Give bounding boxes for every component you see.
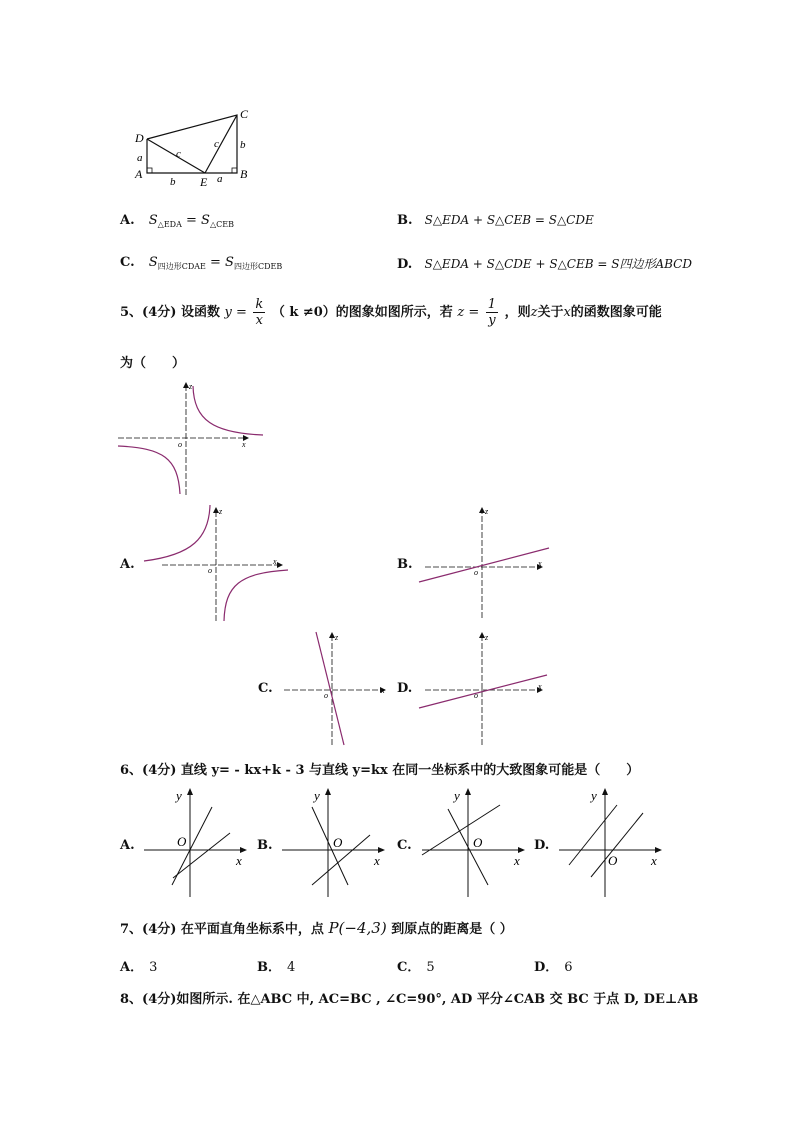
option-value: 6	[564, 960, 573, 975]
q6-option-c-graph[interactable]	[418, 785, 538, 900]
origin-label: o	[178, 440, 182, 449]
label-c-left: c	[176, 148, 181, 160]
q5-option-c-label[interactable]: C.	[258, 681, 273, 696]
stem-text: 的函数图象可能	[570, 305, 662, 320]
q5-option-a-graph[interactable]	[142, 503, 292, 623]
origin-label: o	[208, 566, 212, 575]
axis-z-label: z	[485, 507, 489, 516]
axis-z-label: z	[189, 382, 193, 391]
stem-text: （ k ≠0）的图象如图所示，若	[271, 305, 453, 320]
option-value: 4	[287, 960, 296, 975]
q7-option-a[interactable]	[120, 956, 157, 975]
label-D: D	[135, 131, 144, 145]
q4-option-b[interactable]	[397, 213, 594, 228]
q6-stem: 6、(4分) 直线 y= - kx+k - 3 与直线 y=kx 在同一坐标系中的大致图象可能是（ ）	[120, 763, 640, 778]
q8-stem: 8、(4分)如图所示. 在△ABC 中, AC=BC , ∠C=90°, AD 平分∠CAB 交 BC 于点 D, DE⊥AB	[120, 992, 699, 1007]
option-key: C.	[120, 255, 135, 270]
option-expression: S△EDA + S△CEB = S△CDE	[424, 213, 594, 227]
relation: =	[210, 255, 221, 270]
q7-option-c[interactable]	[397, 956, 435, 975]
math-var: z	[530, 305, 538, 320]
stem-text: 到原点的距离是（ ）	[391, 922, 513, 937]
q4-option-a[interactable]	[120, 213, 234, 229]
origin-label: O	[608, 853, 618, 868]
label-a-left: a	[137, 152, 143, 164]
axis-z-label: z	[335, 633, 339, 642]
label-B: B	[240, 167, 248, 181]
subscript: △CEB	[209, 220, 234, 229]
area-symbol: S	[148, 255, 158, 270]
axis-y-label: y	[454, 788, 460, 803]
q5-stem	[120, 297, 662, 328]
label-b-right: b	[240, 139, 246, 151]
q5-reference-graph	[118, 380, 268, 500]
area-symbol: S	[148, 213, 158, 228]
option-expression: S△EDA + S△CDE + S△CEB = S四边形ABCD	[424, 257, 692, 271]
origin-label: O	[473, 835, 483, 850]
math-expr: z =	[457, 305, 480, 320]
numerator: k	[255, 297, 264, 312]
math-expr: y =	[224, 305, 247, 320]
q6-option-c-label[interactable]: C.	[397, 838, 412, 853]
relation: =	[186, 213, 197, 228]
point-expression: P(−4,3)	[328, 919, 387, 937]
q5-option-d-graph[interactable]	[415, 630, 555, 748]
q7-option-d[interactable]	[534, 956, 573, 975]
axis-x-label: x	[236, 853, 242, 868]
axis-x-label: x	[374, 853, 380, 868]
origin-label: O	[333, 835, 343, 850]
q7-stem	[120, 918, 513, 937]
axis-x-label: x	[381, 686, 385, 695]
subscript: 四边形CDAE	[157, 262, 206, 271]
q5-option-d-label[interactable]: D.	[397, 681, 413, 696]
denominator: x	[255, 313, 263, 328]
label-C: C	[240, 107, 249, 121]
q5-option-c-graph[interactable]	[280, 630, 395, 748]
origin-label: o	[474, 568, 478, 577]
axis-x-label: x	[242, 440, 246, 449]
axis-x-label: x	[538, 682, 542, 691]
label-E: E	[200, 175, 208, 189]
stem-text: ，则	[504, 305, 531, 320]
subscript: 四边形CDEB	[233, 262, 283, 271]
question-number: 5、(4分)	[120, 305, 177, 320]
denominator: y	[488, 313, 496, 328]
axis-x-label: x	[538, 559, 542, 568]
stem-text: 关于	[537, 305, 564, 320]
q6-option-d-graph[interactable]	[555, 785, 675, 900]
numerator: 1	[487, 297, 497, 312]
q4-option-d[interactable]	[397, 255, 692, 272]
area-symbol: S	[225, 255, 234, 270]
q5-option-b-graph[interactable]	[415, 505, 555, 620]
option-key: C．	[397, 960, 421, 975]
q5-option-b-label[interactable]: B.	[397, 557, 413, 572]
fraction-1-over-y	[486, 297, 498, 328]
axis-z-label: z	[485, 633, 489, 642]
label-a-bottom: a	[217, 173, 223, 185]
q7-option-b[interactable]	[257, 956, 295, 975]
q5-option-a-label[interactable]: A.	[120, 557, 135, 572]
option-key: A．	[120, 960, 144, 975]
label-A: A	[135, 167, 143, 181]
subscript: △EDA	[157, 220, 182, 229]
axis-y-label: y	[314, 788, 320, 803]
origin-label: o	[324, 691, 328, 700]
option-value: 5	[426, 960, 435, 975]
axis-x-label: x	[273, 557, 277, 566]
option-key: D.	[397, 257, 413, 272]
math-var: x	[563, 305, 571, 320]
axis-x-label: x	[514, 853, 520, 868]
axis-y-label: y	[176, 788, 182, 803]
option-key: B.	[397, 213, 413, 228]
origin-label: O	[177, 834, 187, 849]
option-value: 3	[149, 960, 158, 975]
trapezoid-figure	[130, 105, 260, 190]
stem-text: 设函数	[180, 305, 220, 320]
q6-option-a-graph[interactable]	[140, 785, 260, 900]
fraction-k-over-x	[253, 297, 265, 328]
axis-x-label: x	[651, 853, 657, 868]
stem-text: 7、(4分) 在平面直角坐标系中，点	[120, 922, 324, 937]
origin-label: o	[474, 691, 478, 700]
label-b-bottom: b	[170, 176, 176, 188]
q6-option-b-graph[interactable]	[278, 785, 398, 900]
label-c-right: c	[214, 138, 219, 150]
axis-y-label: y	[591, 788, 597, 803]
option-key: D．	[534, 960, 559, 975]
q6-option-b-label[interactable]: B.	[257, 838, 273, 853]
area-symbol: S	[201, 213, 210, 228]
option-key: B．	[257, 960, 281, 975]
option-key: A.	[120, 213, 135, 228]
q5-stem-line2: 为（ ）	[120, 356, 186, 371]
q6-option-a-label[interactable]: A.	[120, 838, 135, 853]
q6-option-d-label[interactable]: D.	[534, 838, 550, 853]
axis-z-label: z	[219, 507, 223, 516]
q4-option-c[interactable]	[120, 255, 282, 272]
